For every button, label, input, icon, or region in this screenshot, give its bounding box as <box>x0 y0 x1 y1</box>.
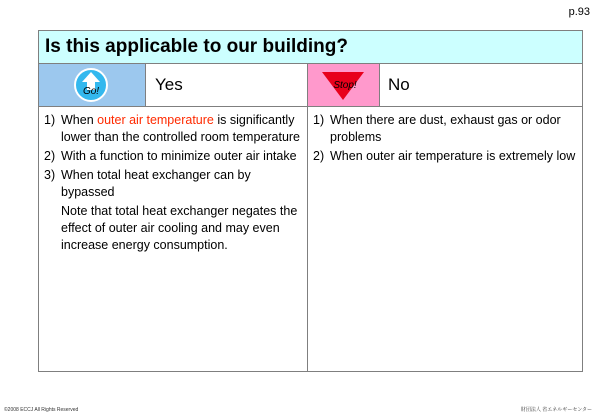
list-item <box>44 112 303 146</box>
organization-footer: 財団法人 省エネルギーセンター <box>520 407 592 413</box>
note-text: Note that total heat exchanger negates the effect of outer air cooling and may even increase energy consumption. <box>61 204 298 252</box>
copyright-footer: ©2008 ECCJ All Rights Reserved <box>4 407 79 413</box>
no-header <box>308 64 582 107</box>
no-label: No <box>388 75 410 94</box>
page-title: Is this applicable to our building? <box>45 36 348 57</box>
item-highlight: outer air temperature <box>97 113 214 127</box>
page-number: p.93 <box>568 6 590 18</box>
list-item <box>313 148 578 165</box>
go-icon-box <box>39 64 146 106</box>
item-text: With a function to minimize outer air intake <box>61 149 297 163</box>
no-list <box>313 112 578 167</box>
item-number: 2) <box>44 149 56 163</box>
item-number: 3) <box>44 168 56 182</box>
item-text: When there are dust, exhaust gas or odor problems <box>330 113 561 144</box>
yes-label: Yes <box>155 75 183 94</box>
slide-table <box>38 30 583 372</box>
go-icon <box>74 68 108 102</box>
stop-icon-text: Stop! <box>333 80 357 91</box>
no-column <box>308 64 582 371</box>
item-number: 1) <box>313 113 325 127</box>
item-number: 1) <box>44 113 56 127</box>
list-item <box>313 112 578 146</box>
item-text-pre: When <box>61 113 98 127</box>
yes-header <box>39 64 307 107</box>
item-text: When outer air temperature is extremely low <box>330 149 576 163</box>
item-text: When total heat exchanger can by bypassed <box>61 168 251 199</box>
stop-icon-box <box>308 64 380 106</box>
go-icon-text: Go! <box>82 86 100 97</box>
list-item <box>44 148 303 165</box>
list-item <box>44 167 303 201</box>
item-number: 2) <box>313 149 325 163</box>
yes-column <box>39 64 308 371</box>
title-bar <box>39 31 582 64</box>
item-text-post: is significantly lower than the controlled room temperature <box>61 113 301 144</box>
yes-list <box>44 112 303 254</box>
